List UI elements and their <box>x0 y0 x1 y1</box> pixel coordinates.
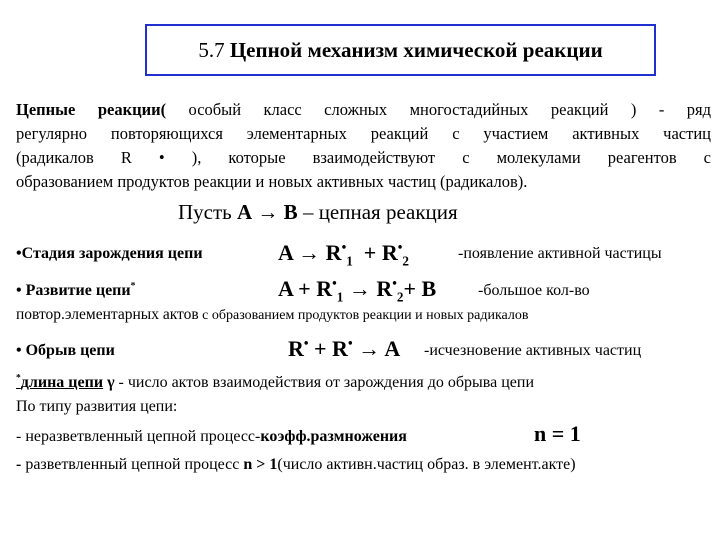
propagation-label: • Развитие цепи* <box>16 280 136 299</box>
propagation-equation: $A + R^•_1 \to R^•_2+ B$ <box>278 275 437 305</box>
initiation-label: •Стадия зарождения цепи <box>16 245 203 262</box>
page-title: Цепной механизм химической реакции <box>229 37 603 62</box>
intro-line-3: (радикалов R • ), которые взаимодействуют с молекулами реагентов с <box>16 148 711 167</box>
propagation-continuation-main: повтор.элементарных актов <box>16 306 199 323</box>
initiation-equation: $A \to R^•_1 + R^•_2$ <box>278 239 409 269</box>
unbranched-equation: n = 1 <box>534 421 581 446</box>
branched-equation: n > 1 <box>243 456 278 473</box>
intro-term: Цепные реакции( <box>16 100 167 119</box>
branched-text: разветвленный цепной процесс <box>25 456 244 473</box>
footnote <box>16 374 534 392</box>
branched-note: (число активн.частиц образ. в элемент.акте) <box>277 456 576 473</box>
footnote-term: *длина цепи <box>16 372 104 391</box>
unbranched-line <box>16 428 407 446</box>
title-box <box>145 24 656 76</box>
title-number: 5.7 <box>198 37 225 62</box>
initiation-note: -появление активной частицы <box>458 245 662 262</box>
intro-paragraph <box>16 98 711 194</box>
types-heading: По типу развития цепи: <box>16 398 178 415</box>
termination-note: -исчезновение активных частиц <box>424 342 642 359</box>
intro-line-1 <box>16 98 711 122</box>
intro-line-2: регулярно повторяющихся элементарных реакций с участием активных частиц <box>16 124 711 143</box>
footnote-symbol: γ <box>107 374 115 391</box>
propagation-continuation-rest: с образованием продуктов реакции и новых радикалов <box>198 308 529 323</box>
premise-text: Пусть A → B – цепная реакция <box>178 200 458 224</box>
propagation-continuation <box>16 306 528 324</box>
intro-line-4: образованием продуктов реакции и новых активных частиц (радикалов). <box>16 172 528 191</box>
unbranched-text: - неразветвленный цепной процесс- <box>16 428 261 445</box>
footnote-text: - число актов взаимодействия от зарождения до обрыва цепи <box>114 374 534 391</box>
termination-label: • Обрыв цепи <box>16 342 115 359</box>
termination-equation: R• + R• → A <box>288 335 401 361</box>
branched-dash: - <box>16 456 26 473</box>
branched-line <box>16 456 576 474</box>
premise <box>178 200 458 225</box>
unbranched-bold: коэфф.размножения <box>260 428 407 445</box>
propagation-note: -большое кол-во <box>478 282 590 299</box>
intro-line-1-rest: особый класс сложных многостадийных реакций ) - ряд <box>166 100 711 119</box>
